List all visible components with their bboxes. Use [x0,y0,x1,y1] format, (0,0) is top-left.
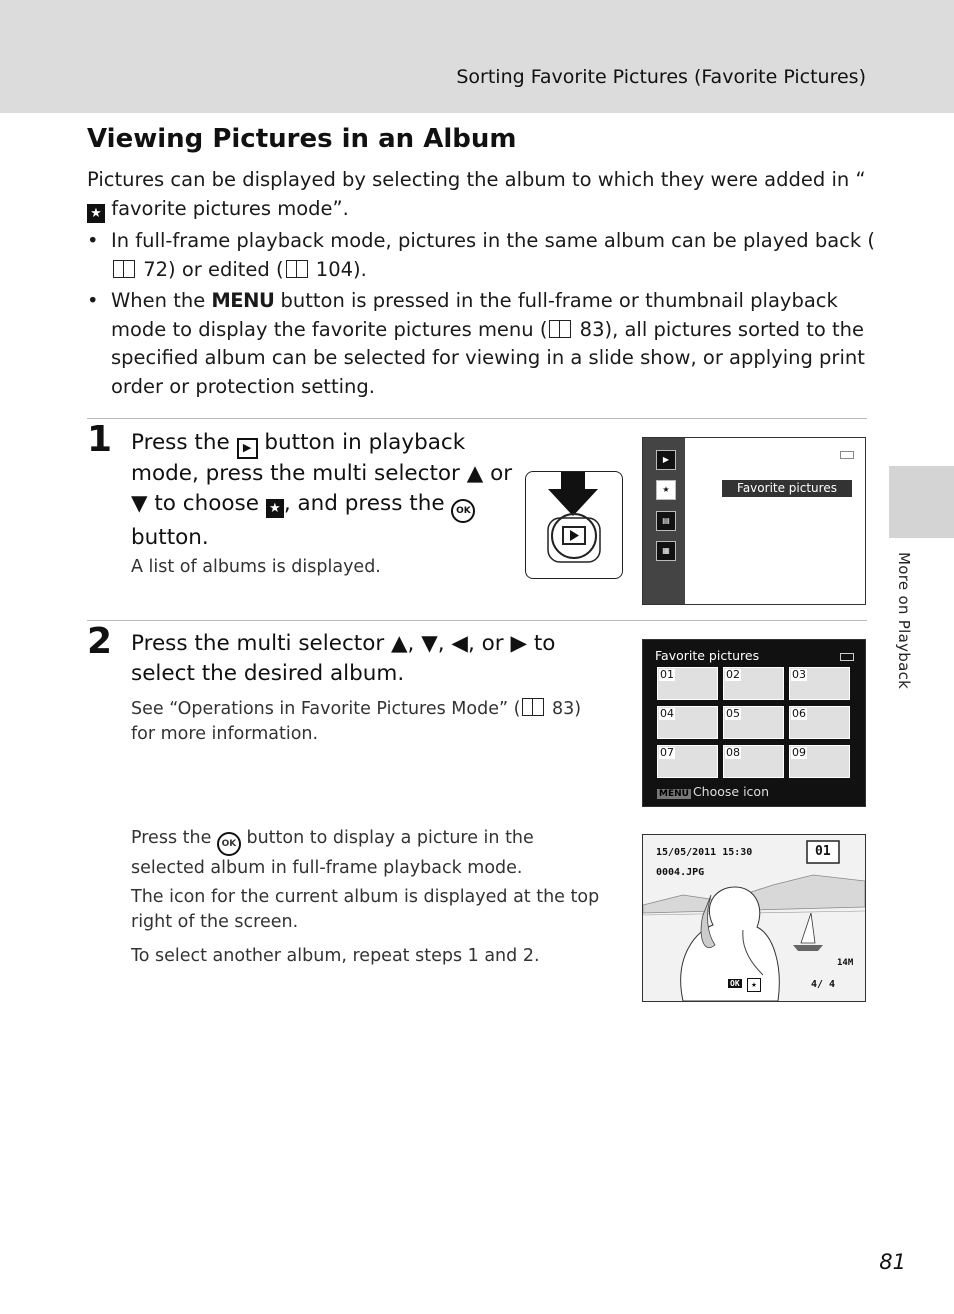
album-tile: 09 [789,745,850,778]
reference-icon [286,260,308,278]
side-label: More on Playback [895,552,913,690]
section-title: Viewing Pictures in an Album [87,124,517,154]
screen-footer: MENU Choose icon [659,784,769,799]
header-band [0,0,954,113]
list-item: • When the MENU button is pressed in the full-frame or thumbnail playback mode to display the favorite pictures menu ( 83), all pictures sorted to the specified album can be selected for viewing in a slide show, or applying print order or protection setting. [87,287,877,401]
battery-icon [840,653,854,661]
ok-button-icon: OK [217,832,241,856]
down-arrow-icon: ▼ [131,490,148,516]
side-tab [889,466,954,538]
menu-button-icon: MENU [211,289,275,312]
favorite-icon: ★ [87,204,105,223]
playback-button-icon [526,472,622,578]
bullet-list [87,227,877,404]
screen-title: Favorite pictures [655,648,760,663]
playback-button-illustration [525,471,623,579]
menu-key-icon: MENU [659,789,689,799]
camera-screen-albums [642,639,866,807]
favorite-tab-icon: ★ [656,480,676,500]
auto-sort-tab-icon: ▤ [656,511,676,531]
divider [87,620,867,621]
frame-counter: 4/ 4 [811,979,836,990]
reference-icon [522,698,544,716]
list-item: • In full-frame playback mode, pictures in the same album can be played back ( 72) or edited ( 104). [87,227,877,284]
album-tile: 05 [723,706,784,739]
battery-icon [840,451,854,459]
up-arrow-icon: ▲ [466,461,484,486]
step-number: 2 [87,621,113,662]
playback-tab-icon: ▶ [656,450,676,470]
favorite-icon: ★ [266,499,284,518]
step-2-note: See “Operations in Favorite Pictures Mode” ( 83) for more information. [131,699,582,744]
datetime-readout: 15/05/2011 15:30 [656,847,753,858]
album-tile: 08 [723,745,784,778]
ok-button-icon: OK [451,499,475,523]
reference-icon [113,260,135,278]
ok-icon: OK [730,979,740,988]
divider [87,418,867,419]
playback-icon: ▶ [237,438,258,459]
album-tile: 04 [657,706,718,739]
selected-menu-item: Favorite pictures [722,480,852,497]
image-size-icon: 14M [837,958,854,968]
album-tile: 01 [657,667,718,700]
camera-screen-menu [642,437,866,605]
camera-screen-fullframe [642,834,866,1002]
intro-paragraph: Pictures can be displayed by selecting the album to which they were added in “★ favorite pictures mode”. [87,168,866,221]
extra-paragraph-1: Press the OK button to display a picture in the selected album in full-frame playback mode. [131,828,534,878]
page-number: 81 [879,1250,906,1274]
album-tile: 02 [723,667,784,700]
reference-icon [549,320,571,338]
step-1-note: A list of albums is displayed. [131,557,381,577]
step-1-text: Press the ▶ button in playback mode, press the multi selector ▲ or ▼ to choose ★ , and press the OK button. [131,430,513,550]
album-tile: 06 [789,706,850,739]
album-tile: 03 [789,667,850,700]
step-number: 1 [87,419,113,460]
filename-readout: 0004.JPG [656,867,705,878]
running-header: Sorting Favorite Pictures (Favorite Pictures) [456,66,866,88]
album-icon: 01 [815,844,831,859]
date-tab-icon: ▦ [656,541,676,561]
favorite-icon: ★ [747,978,761,992]
extra-paragraph-3: To select another album, repeat steps 1 and 2. [131,946,540,966]
step-2-text: Press the multi selector ▲, ▼, ◀, or ▶ to select the desired album. [131,631,556,686]
album-tile: 07 [657,745,718,778]
photo-illustration [643,835,865,1001]
extra-paragraph-2: The icon for the current album is displayed at the top right of the screen. [131,887,600,932]
